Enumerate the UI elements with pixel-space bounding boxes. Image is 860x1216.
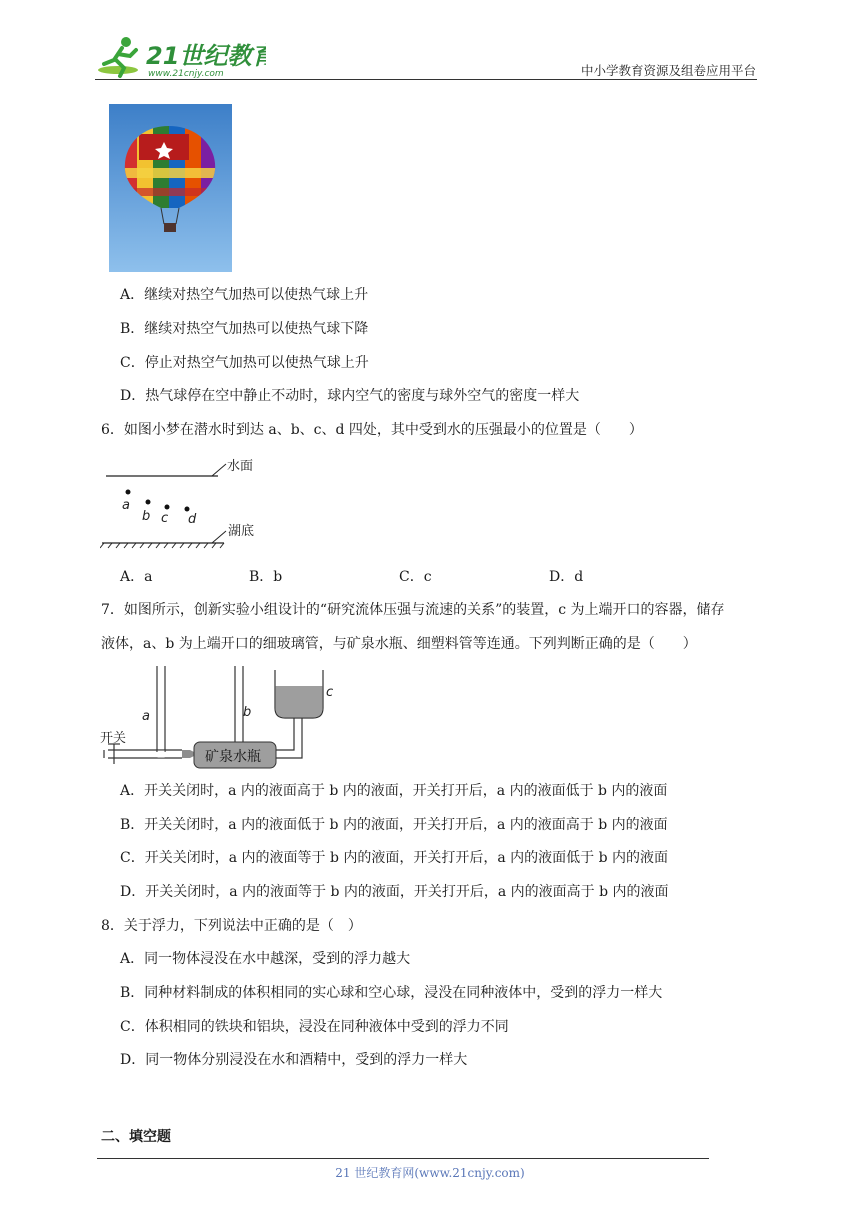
point-b-label: b [142,509,151,524]
q8-option-a: A．同一物体浸没在水中越深，受到的浮力越大 [120,951,411,967]
hot-air-balloon-image [109,104,232,272]
q6-option-a: A．a [120,569,153,585]
q7-option-c: C．开关关闭时，a 内的液面等于 b 内的液面，开关打开后，a 内的液面低于 b 内的液面 [120,850,669,866]
q6-option-c: C．c [399,569,432,585]
q5-option-c: C．停止对热空气加热可以使热气球上升 [120,355,369,371]
footer-divider [97,1158,709,1159]
q5-option-b: B．继续对热空气加热可以使热气球下降 [120,321,369,337]
logo-url: www.21cnjy.com [148,69,224,79]
container-c-label: c [326,685,334,700]
q6-option-b: B．b [249,569,283,585]
q5-option-a: A．继续对热空气加热可以使热气球上升 [120,287,369,303]
q8-stem: 8．关于浮力，下列说法中正确的是（ ） [101,918,362,934]
q7-option-a: A．开关关闭时，a 内的液面高于 b 内的液面，开关打开后，a 内的液面低于 b 内的液面 [120,783,668,799]
q6-stem: 6．如图小梦在潜水时到达 a、b、c、d 四处，其中受到水的压强最小的位置是（ ） [101,422,643,438]
bottle-label: 矿泉水瓶 [205,749,261,765]
lake-bottom-label: 湖底 [228,524,255,539]
logo-text: 21世纪教育 [146,42,266,70]
tube-a-label: a [142,709,150,724]
water-surface-label: 水面 [227,459,254,474]
point-c-label: c [161,511,169,526]
q8-option-c: C．体积相同的铁块和铝块，浸没在同种液体中受到的浮力不同 [120,1019,509,1035]
header-divider [95,79,757,80]
q6-option-d: D．d [549,569,584,585]
tube-b-label: b [243,705,252,720]
q7-stem-line1: 7．如图所示，创新实验小组设计的“研究流体压强与流速的关系”的装置，c 为上端开口的容器，储存 [101,602,725,618]
q6-diving-figure [100,452,270,552]
q7-stem-line2: 液体，a、b 为上端开口的细玻璃管，与矿泉水瓶、细塑料管等连通。下列判断正确的是（ ） [101,636,697,652]
site-logo [96,34,266,80]
point-d-label: d [188,512,197,527]
point-a-label: a [122,498,130,513]
q7-apparatus-figure [98,664,338,776]
header-platform-name: 中小学教育资源及组卷应用平台 [580,63,756,78]
footer-link[interactable]: 21 世纪教育网(www.21cnjy.com) [335,1166,525,1180]
switch-label: 开关 [100,731,127,746]
q7-option-b: B．开关关闭时，a 内的液面低于 b 内的液面，开关打开后，a 内的液面高于 b 内的液面 [120,817,668,833]
q5-option-d: D．热气球停在空中静止不动时，球内空气的密度与球外空气的密度一样大 [120,388,580,404]
section-title-fill-in: 二、填空题 [101,1129,171,1145]
q8-option-b: B．同种材料制成的体积相同的实心球和空心球，浸没在同种液体中，受到的浮力一样大 [120,985,663,1001]
q7-option-d: D．开关关闭时，a 内的液面等于 b 内的液面，开关打开后，a 内的液面高于 b 内的液面 [120,884,669,900]
q8-option-d: D．同一物体分别浸没在水和酒精中，受到的浮力一样大 [120,1052,468,1068]
